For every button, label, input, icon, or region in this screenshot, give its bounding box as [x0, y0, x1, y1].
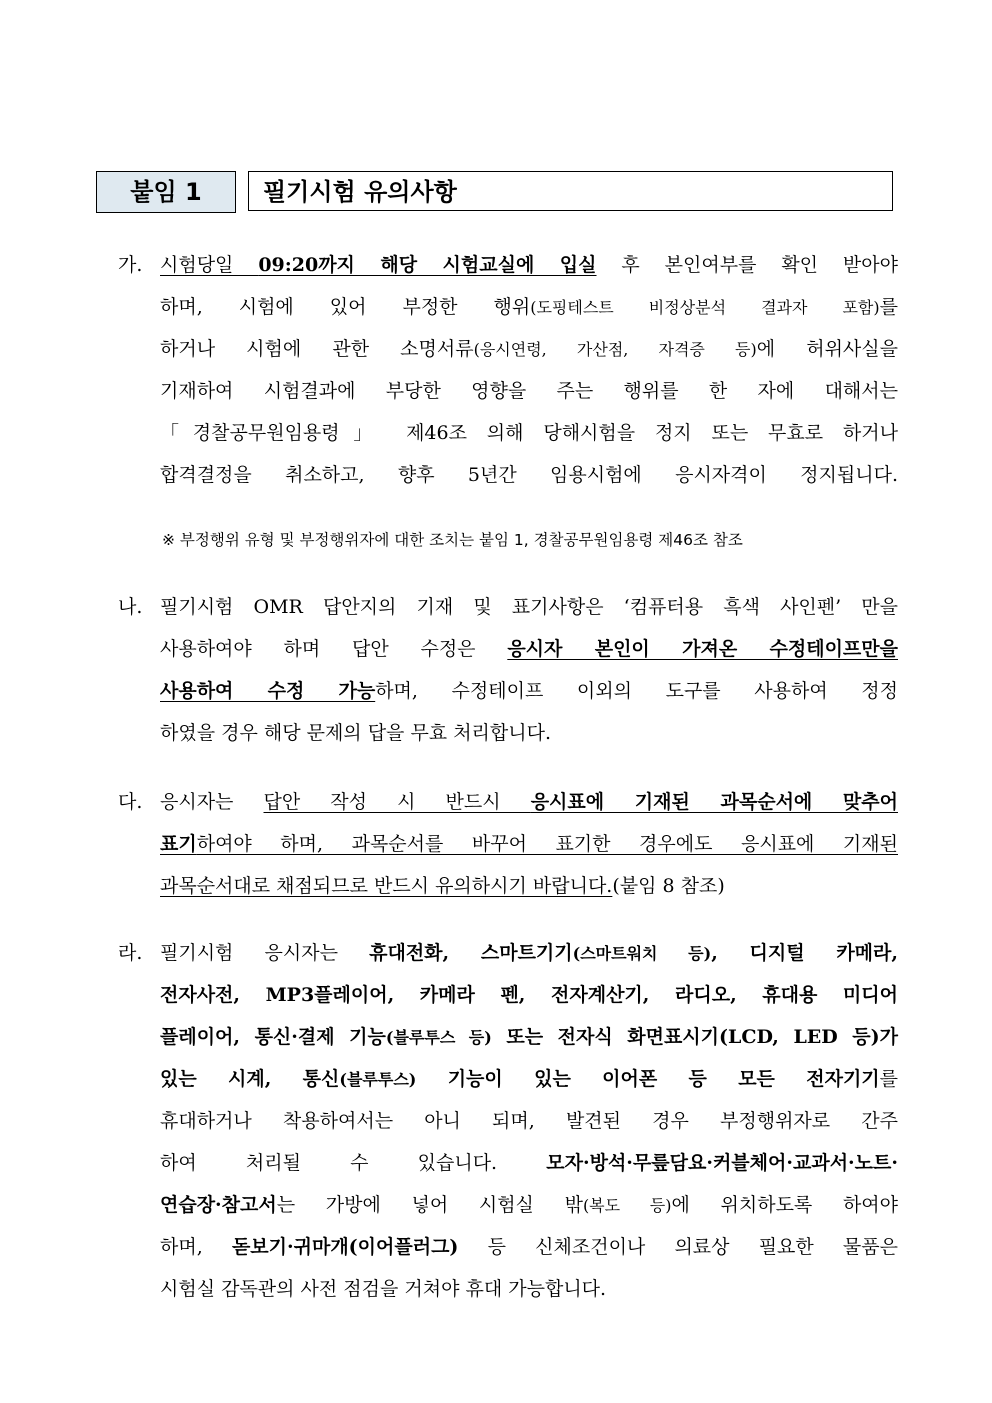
paragraph-line: 하며, 돋보기·귀마개(이어플러그) 등 신체조건이나 의료상 필요한 물품은 — [160, 1236, 898, 1258]
section-marker: 가. — [118, 254, 143, 276]
paragraph-line: 과목순서대로 채점되므로 반드시 유의하시기 바랍니다.(붙임 8 참조) — [160, 875, 725, 897]
paragraph-line: 사용하여 수정 가능하며, 수정테이프 이외의 도구를 사용하여 정정 — [160, 680, 899, 702]
paragraph-line: 하거나 시험에 관한 소명서류(응시연령, 가산점, 자격증 등)에 허위사실을 — [160, 338, 898, 360]
section-marker: 나. — [118, 596, 143, 618]
paragraph-line: 필기시험 응시자는 휴대전화, 스마트기기(스마트워치 등), 디지털 카메라, — [160, 942, 899, 964]
paragraph-line: 기재하여 시험결과에 부당한 영향을 주는 행위를 한 자에 대해서는 — [160, 380, 898, 402]
paragraph-line: 시험실 감독관의 사전 점검을 거쳐야 휴대 가능합니다. — [160, 1278, 607, 1300]
attachment-label: 붙임 1 — [96, 171, 236, 213]
paragraph-line: 전자사전, MP3플레이어, 카메라 펜, 전자계산기, 라디오, 휴대용 미디어 — [160, 984, 898, 1006]
paragraph-line: 합격결정을 취소하고, 향후 5년간 임용시험에 응시자격이 정지됩니다. — [160, 464, 898, 486]
paragraph-line: 하였을 경우 해당 문제의 답을 무효 처리합니다. — [160, 722, 552, 744]
paragraph-line: 하며, 시험에 있어 부정한 행위(도핑테스트 비정상분석 결과자 포함)를 — [160, 296, 898, 318]
paragraph-line: 휴대하거나 착용하여서는 아니 되며, 발견된 경우 부정행위자로 간주 — [160, 1110, 898, 1132]
reference-note: ※ 부정행위 유형 및 부정행위자에 대한 조치는 붙임 1, 경찰공무원임용령 제46조 참조 — [162, 531, 743, 549]
paragraph-line: 필기시험 OMR 답안지의 기재 및 표기사항은 ‘컴퓨터용 흑색 사인펜’ 만을 — [160, 596, 898, 618]
paragraph-line: 「경찰공무원임용령」 제46조 의해 당해시험을 정지 또는 무효로 하거나 — [160, 422, 898, 444]
page-title: 필기시험 유의사항 — [248, 171, 893, 211]
paragraph-line: 시험당일 09:20까지 해당 시험교실에 입실 후 본인여부를 확인 받아야 — [160, 254, 898, 276]
paragraph-line: 사용하여야 하며 답안 수정은 응시자 본인이 가져온 수정테이프만을 — [160, 638, 898, 660]
paragraph-line: 응시자는 답안 작성 시 반드시 응시표에 기재된 과목순서에 맞추어 — [160, 791, 898, 813]
paragraph-line: 있는 시계, 통신(블루투스) 기능이 있는 이어폰 등 모든 전자기기를 — [160, 1068, 899, 1090]
section-marker: 라. — [118, 942, 143, 964]
attachment-header — [96, 171, 896, 213]
paragraph-line: 표기하여야 하며, 과목순서를 바꾸어 표기한 경우에도 응시표에 기재된 — [160, 833, 898, 855]
paragraph-line: 플레이어, 통신·결제 기능(블루투스 등) 또는 전자식 화면표시기(LCD, LED 등)가 — [160, 1026, 899, 1048]
section-marker: 다. — [118, 791, 143, 813]
paragraph-line: 하여 처리될 수 있습니다. 모자·방석·무릎담요·커블체어·교과서·노트· — [160, 1152, 898, 1174]
paragraph-line: 연습장·참고서는 가방에 넣어 시험실 밖(복도 등)에 위치하도록 하여야 — [160, 1194, 899, 1216]
